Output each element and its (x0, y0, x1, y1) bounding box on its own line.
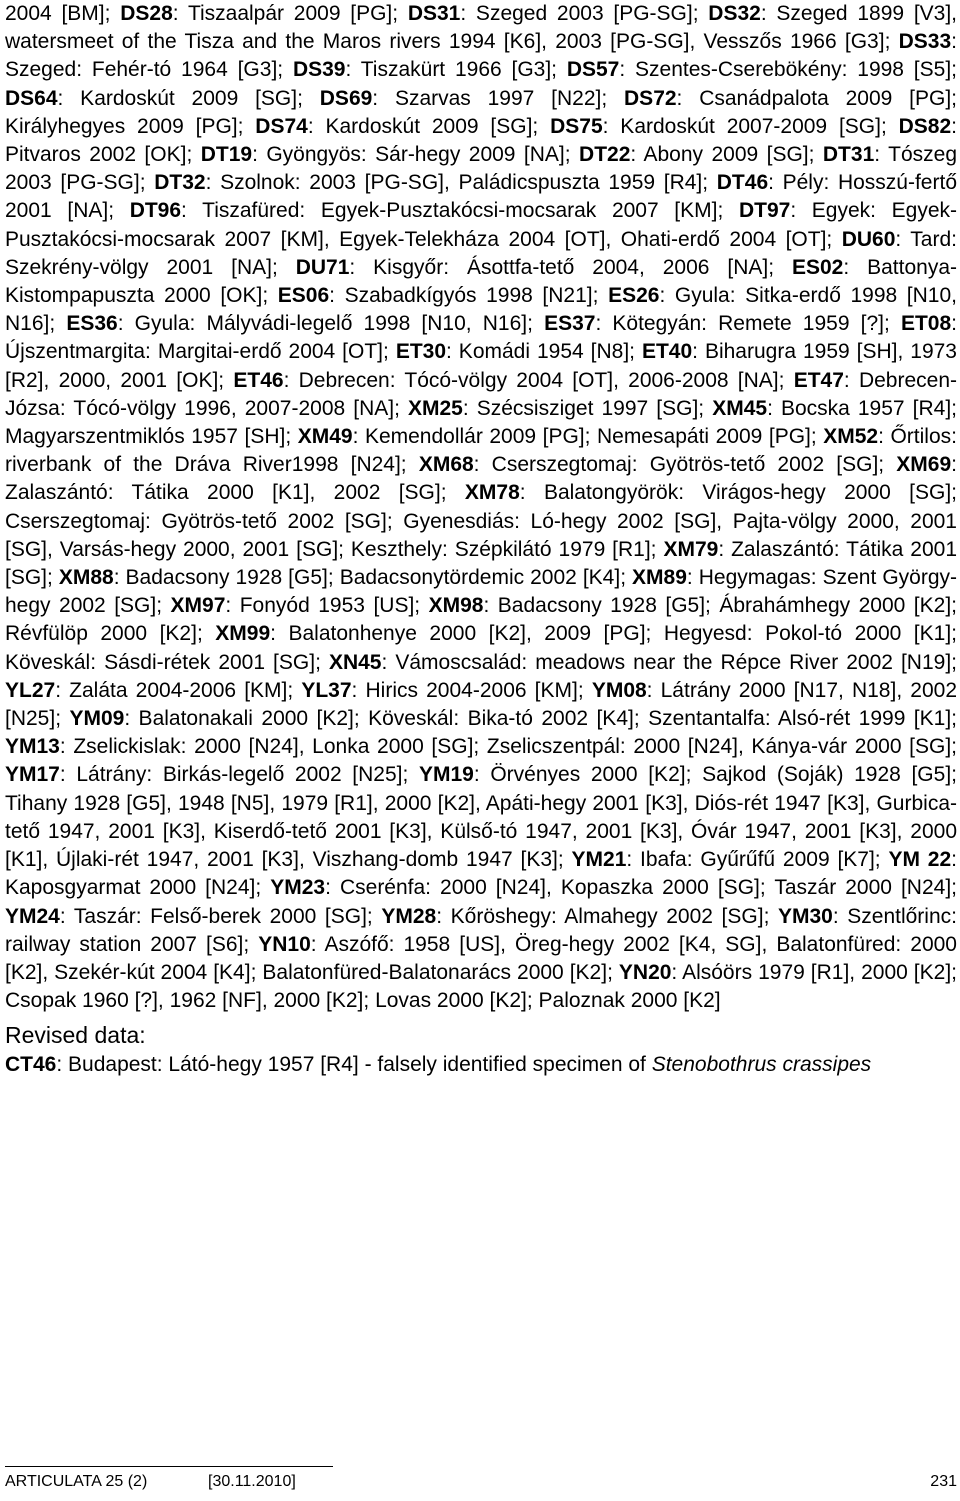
footer-divider (5, 1466, 333, 1467)
record-code: DU71 (295, 255, 350, 279)
record-text: : Újszentmargita: Margitai-erdő 2004 [OT]; (5, 312, 957, 364)
record-code: XM68 (418, 453, 474, 477)
record-code: DT97 (738, 199, 791, 223)
record-text: : Hirics 2004-2006 [KM]; (351, 678, 592, 702)
record-text: : Gyöngyös: Sár-hegy 2009 [NA]; (252, 143, 580, 167)
record-text: : Egyek: Egyek-Pusztakócsi-mocsarak 2007 [KM], Egyek-Telekháza 2004 [OT], Ohati-erdő 2004 [OT]; (5, 199, 957, 251)
record-code: YL27 (5, 678, 56, 702)
record-text: : Cserszegtomaj: Gyötrös-tető 2002 [SG]; (473, 453, 897, 477)
record-text: : Szeged 1899 [V3], watersmeet of the Tisza and the Maros rivers 1994 [K6], 2003 [PG-SG], Vesszős 1966 [G3]; (5, 2, 958, 54)
record-text: : Tószeg 2003 [PG-SG]; (5, 143, 957, 195)
record-code: ET30 (395, 340, 447, 364)
record-code: XM45 (712, 396, 768, 420)
record-text: : Szeged: Fehér-tó 1964 [G3]; (5, 30, 957, 82)
record-code: DT96 (129, 199, 182, 223)
record-text: : Balatongyörök: Virágos-hegy 2000 [SG]; Cserszegtomaj: Gyötrös-tető 2002 [SG]; Gyenesdiás: Ló-hegy 2002 [SG], Pajta-völgy 2000, 2001 [SG], Varsás-hegy 2000, 2001 [SG]; Keszthely: Szépkilátó 1979 [R1]; (5, 481, 957, 561)
record-code: ET47 (793, 368, 844, 392)
record-text: : Pitvaros 2002 [OK]; (5, 114, 957, 167)
record-text: : Balatonakali 2000 [K2]; Köveskál: Bika-tó 2002 [K4]; Szentantalfa: Alsó-rét 1999 [K1]; (124, 707, 957, 731)
record-code: YM09 (69, 707, 125, 731)
record-code: DS28 (120, 2, 173, 25)
record-text: : Badacsony 1928 [G5]; Badacsonytördemic 2002 [K4]; (113, 566, 633, 590)
record-text: : Zselickislak: 2000 [N24], Lonka 2000 [SG]; Zselicszentpál: 2000 [N24], Kánya-vár 2000 [SG]; (59, 735, 957, 759)
record-text: : Abony 2009 [SG]; (630, 143, 823, 167)
record-code: DS32 (708, 2, 761, 25)
record-code: YN20 (618, 960, 672, 984)
record-code: DT19 (200, 143, 253, 167)
record-code: XN45 (328, 650, 382, 674)
record-code: DS31 (407, 2, 461, 25)
record-code: ES37 (544, 312, 596, 336)
record-text: : Kaposgyarmat 2000 [N24]; (5, 848, 957, 900)
record-code: XM89 (632, 566, 687, 590)
record-text: : Zaláta 2004-2006 [KM]; (55, 678, 302, 702)
record-text: : Kardoskút 2007-2009 [SG]; (602, 114, 899, 138)
document-page (5, 0, 957, 1080)
record-text: : Zalaszántó: Tátika 2000 [K1], 2002 [SG]; (5, 453, 957, 505)
record-code: YM08 (591, 678, 647, 702)
record-code: XM79 (663, 537, 719, 561)
record-text: : Kőröshegy: Almahegy 2002 [SG]; (436, 904, 778, 928)
record-text: : Szentlőrinc: railway station 2007 [S6]; (5, 904, 957, 956)
record-code: DS33 (898, 30, 952, 54)
record-code: DS69 (319, 86, 373, 110)
record-text: : Gyula: Mályvádi-legelő 1998 [N10, N16]; (117, 312, 545, 336)
record-text: : Vámoscsalád: meadows near the Répce River 2002 [N19]; (381, 650, 957, 674)
footer-date: [30.11.2010] (208, 1473, 296, 1490)
record-text: : Debrecen-Józsa: Tócó-völgy 1996, 2007-2008 [NA]; (5, 368, 957, 420)
record-code: ES36 (66, 312, 118, 336)
record-code: DS39 (292, 58, 346, 82)
record-text: : Battonya-Kistompapuszta 2000 [OK]; (5, 255, 957, 308)
record-code: ES26 (608, 284, 660, 308)
record-code: XM78 (464, 481, 520, 505)
record-code: YM19 (418, 763, 474, 787)
record-text: : Szeged 2003 [PG-SG]; (460, 2, 709, 25)
record-code: DS57 (566, 58, 620, 82)
record-code: DS72 (624, 86, 677, 110)
record-code: ET46 (233, 368, 284, 392)
record-text: : Őrtilos: riverbank of the Dráva River1998 [N24]; (5, 425, 957, 477)
record-code: YM23 (270, 876, 326, 900)
record-text: : Komádi 1954 [N8]; (446, 340, 642, 364)
record-code: YM30 (777, 904, 833, 928)
revised-data-heading: Revised data: (5, 1022, 146, 1049)
record-text: : Debrecen: Tócó-völgy 2004 [OT], 2006-2008 [NA]; (283, 368, 794, 392)
record-code: DU60 (841, 227, 896, 251)
record-text: : Fonyód 1953 [US]; (225, 594, 429, 618)
record-code: YM24 (5, 904, 60, 928)
revised-species-name: Stenobothrus crassipes (651, 1053, 872, 1077)
record-code: DS64 (5, 86, 58, 110)
record-code: ES06 (277, 284, 330, 308)
record-code: DS75 (550, 114, 603, 138)
record-text: : Zalaszántó: Tátika 2001 [SG]; (5, 537, 958, 590)
record-text: : Tiszaalpár 2009 [PG]; (172, 2, 408, 25)
record-text: : Kisgyőr: Ásottfa-tető 2004, 2006 [NA]; (349, 255, 792, 279)
record-text: : Hegymagas: Szent György-hegy 2002 [SG]; (5, 566, 957, 618)
record-text: : Szécsisziget 1997 [SG]; (462, 396, 713, 420)
record-code: XM69 (896, 453, 952, 477)
record-code: XM98 (428, 594, 484, 618)
record-code: XM99 (215, 622, 271, 646)
record-text: : Csanádpalota 2009 [PG]; Királyhegyes 2009 [PG]; (5, 86, 957, 138)
record-text: : Aszófő: 1958 [US], Öreg-hegy 2002 [K4, SG], Balatonfüred: 2000 [K2], Szekér-kút 2004 [K4]; Balatonfüred-Balatonarács 2000 [K2]; (5, 932, 957, 984)
record-code: ES02 (791, 255, 844, 279)
record-text: : Tiszafüred: Egyek-Pusztakócsi-mocsarak 2007 [KM]; (181, 199, 739, 223)
record-text: : Látrány 2000 [N17, N18], 2002 [N25]; (5, 678, 958, 731)
record-code: XM49 (297, 425, 353, 449)
footer-page-number: 231 (930, 1473, 957, 1490)
record-code: ET40 (641, 340, 693, 364)
record-code: DS74 (255, 114, 308, 138)
record-text: : Látrány: Birkás-legelő 2002 [N25]; (59, 763, 419, 787)
record-text: : Alsóörs 1979 [R1], 2000 [K2]; Csopak 1960 [?], 1962 [NF], 2000 [K2]; Lovas 2000 [K2]; Paloznak 2000 [K2] (5, 960, 957, 1013)
record-text: : Biharugra 1959 [SH], 1973 [R2], 2000, 2001 [OK]; (5, 340, 957, 392)
page-footer (5, 1471, 957, 1493)
record-code: XM88 (58, 566, 114, 590)
footer-journal: ARTICULATA 25 (2) (5, 1473, 148, 1490)
record-text: : Bocska 1957 [R4]; Magyarszentmiklós 1957 [SH]; (5, 396, 958, 449)
record-text: : Szabadkígyós 1998 [N21]; (329, 284, 609, 308)
record-text: : Szolnok: 2003 [PG-SG], Paládicspuszta 1959 [R4]; (205, 171, 717, 195)
record-code: YM 22 (888, 848, 952, 872)
record-text: : Taszár: Felső-berek 2000 [SG]; (59, 904, 382, 928)
record-code: DT32 (154, 171, 206, 195)
revised-record-text: : Budapest: Látó-hegy 1957 [R4] - falsely identified specimen of (56, 1053, 652, 1077)
record-code: DT22 (579, 143, 631, 167)
record-code: YM17 (5, 763, 60, 787)
distribution-records-paragraph (5, 0, 957, 1015)
record-text: : Szarvas 1997 [N22]; (372, 86, 625, 110)
record-text: : Ibafa: Gyűrűfű 2009 [K7]; (626, 848, 889, 872)
record-code: DT31 (822, 143, 875, 167)
record-code: YM21 (571, 848, 627, 872)
record-code: DT46 (716, 171, 769, 195)
record-text: : Balatonhenye 2000 [K2], 2009 [PG]; Hegyesd: Pokol-tó 2000 [K1]; Köveskál: Sásdi-rétek 2001 [SG]; (5, 622, 957, 674)
revised-data-paragraph (5, 1051, 957, 1079)
revised-record-code: CT46 (5, 1053, 57, 1077)
record-text: : Gyula: Sitka-erdő 1998 [N10, N16]; (5, 284, 957, 336)
record-code: ET08 (900, 312, 952, 336)
record-code: DS82 (898, 114, 952, 138)
record-text: : Pély: Hosszú-fertő 2001 [NA]; (5, 171, 957, 223)
record-text: : Kemendollár 2009 [PG]; Nemesapáti 2009 [PG]; (352, 425, 824, 449)
record-text: : Badacsony 1928 [G5]; Ábrahámhegy 2000 [K2]; Révfülöp 2000 [K2]; (5, 594, 957, 646)
record-code: YL37 (301, 678, 352, 702)
record-text: : Cserénfa: 2000 [N24], Kopaszka 2000 [SG]; Taszár 2000 [N24]; (325, 876, 958, 900)
record-text: : Tiszakürt 1966 [G3]; (345, 58, 567, 82)
record-code: XM97 (170, 594, 226, 618)
record-text: : Kardoskút 2009 [SG]; (307, 114, 551, 138)
record-text: : Tard: Szekrény-völgy 2001 [NA]; (5, 227, 957, 279)
record-text: : Kötegyán: Remete 1959 [?]; (595, 312, 901, 336)
record-text: : Kardoskút 2009 [SG]; (57, 86, 320, 110)
record-text: : Szentes-Cserebökény: 1998 [S5]; (619, 58, 957, 82)
record-code: YM28 (381, 904, 437, 928)
record-code: XM52 (823, 425, 879, 449)
record-text: : Örvényes 2000 [K2]; Sajkod (Soják) 1928 [G5]; Tihany 1928 [G5], 1948 [N5], 1979 [R1], 2000 [K2], Apáti-hegy 2001 [K3], Diós-rét 1947 [K3], Gurbica-tető 1947, 2001 [K3], Kiserdő-tető 2001 [K3], Külső-tó 1947, 2001 [K3], Óvár 1947, 2001 [K3], 2000 [K1], Újlaki-rét 1947, 2001 [K3], Viszhang-domb 1947 [K3]; (5, 763, 957, 872)
record-code: XM25 (407, 396, 463, 420)
record-code: YM13 (5, 735, 60, 759)
record-code: YN10 (258, 932, 311, 956)
record-text: 2004 [BM]; (5, 2, 121, 25)
